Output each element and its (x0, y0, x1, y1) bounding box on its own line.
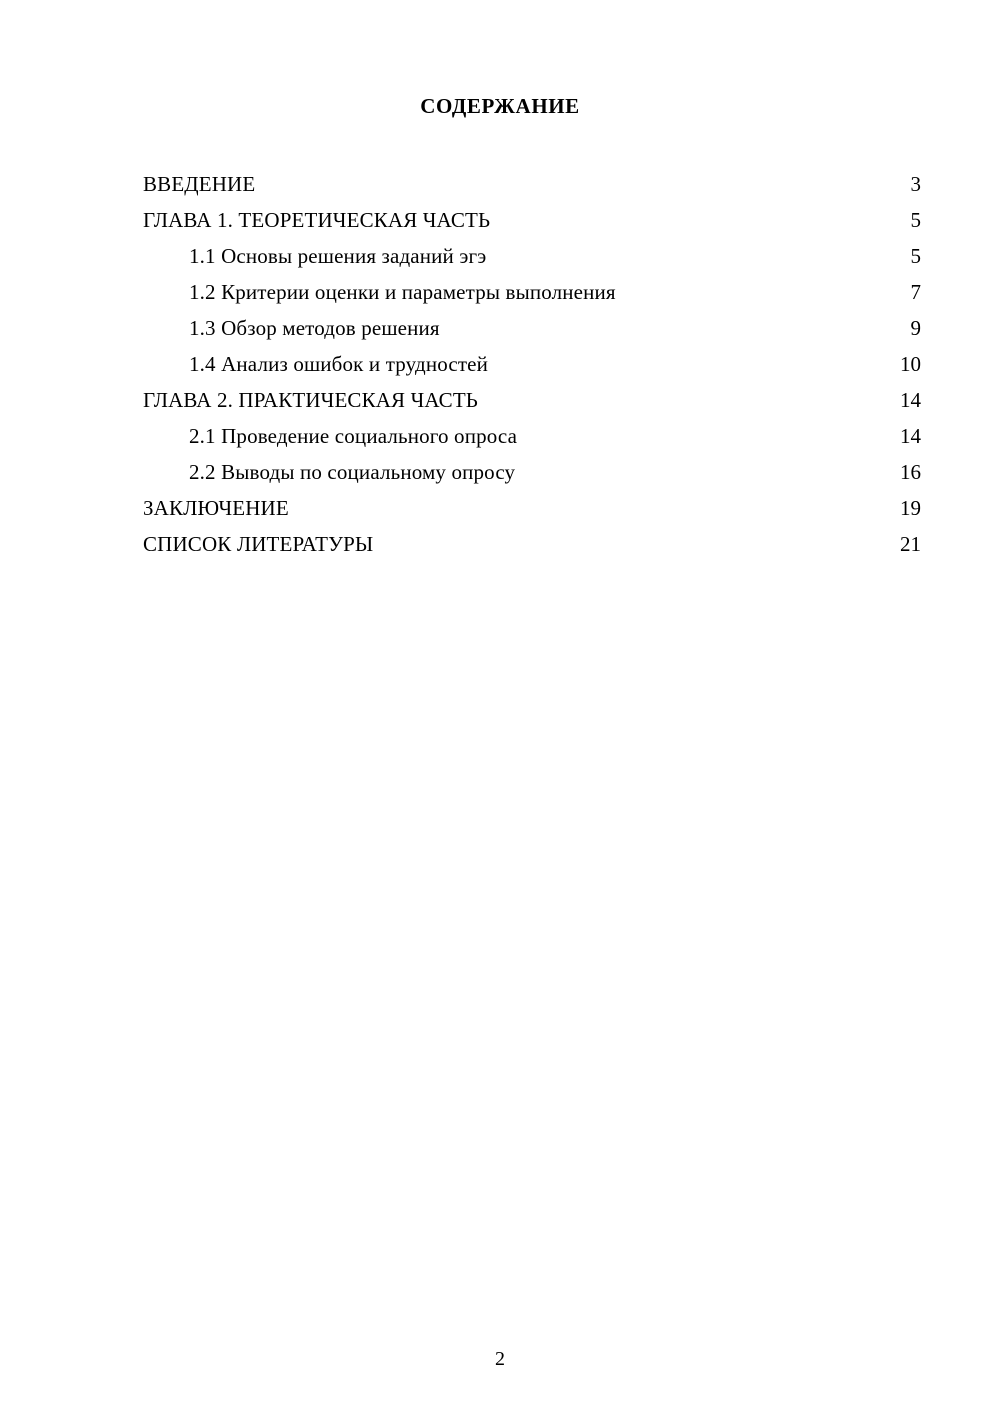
toc-entry-label: ГЛАВА 1. ТЕОРЕТИЧЕСКАЯ ЧАСТЬ (143, 208, 491, 232)
toc-entry[interactable] (143, 166, 921, 202)
toc-entry-page: 5 (910, 208, 921, 232)
toc-entry[interactable] (143, 274, 921, 310)
table-of-contents (143, 166, 921, 562)
toc-entry-page: 19 (900, 496, 921, 520)
toc-entry[interactable] (143, 202, 921, 238)
toc-entry[interactable] (143, 238, 921, 274)
toc-entry[interactable] (143, 490, 921, 526)
toc-entry[interactable] (143, 418, 921, 454)
toc-entry-label: 1.1 Основы решения заданий эгэ (189, 244, 487, 268)
page-title: СОДЕРЖАНИЕ (420, 94, 580, 118)
toc-entry-page: 7 (910, 280, 921, 304)
toc-entry-label: СПИСОК ЛИТЕРАТУРЫ (143, 532, 374, 556)
toc-entry-label: ГЛАВА 2. ПРАКТИЧЕСКАЯ ЧАСТЬ (143, 388, 479, 412)
toc-entry-page: 21 (900, 532, 921, 556)
toc-entry-label: ВВЕДЕНИЕ (143, 172, 256, 196)
toc-entry-label: 2.1 Проведение социального опроса (189, 424, 518, 448)
toc-entry-label: 1.2 Критерии оценки и параметры выполнения (189, 280, 616, 304)
toc-entry[interactable] (143, 310, 921, 346)
toc-entry-label: ЗАКЛЮЧЕНИЕ (143, 496, 289, 520)
toc-entry-page: 16 (900, 460, 921, 484)
toc-entry-label: 2.2 Выводы по социальному опросу (189, 460, 516, 484)
toc-entry-label: 1.4 Анализ ошибок и трудностей (189, 352, 489, 376)
toc-entry[interactable] (143, 454, 921, 490)
footer-page-number: 2 (495, 1348, 505, 1370)
toc-entry-label: 1.3 Обзор методов решения (189, 316, 440, 340)
toc-entry-page: 3 (910, 172, 921, 196)
toc-entry[interactable] (143, 382, 921, 418)
toc-entry-page: 14 (900, 388, 921, 412)
toc-entry-page: 14 (900, 424, 921, 448)
toc-entry-page: 9 (910, 316, 921, 340)
toc-entry-page: 10 (900, 352, 921, 376)
toc-entry[interactable] (143, 526, 921, 562)
toc-entry[interactable] (143, 346, 921, 382)
toc-entry-page: 5 (910, 244, 921, 268)
